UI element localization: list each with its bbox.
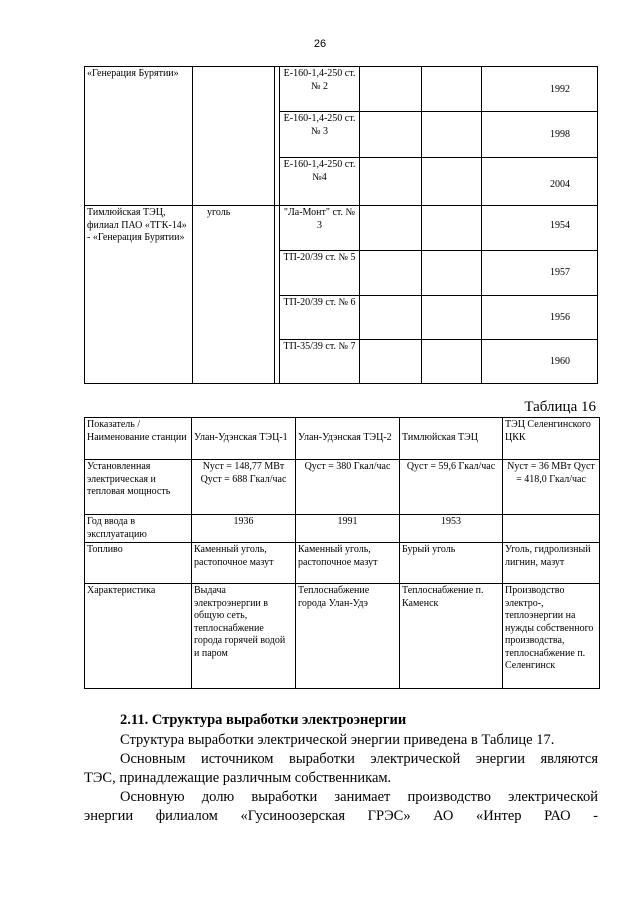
- station-cell: Тимлюйская ТЭЦ, филиал ПАО «ТГК-14» - «Генерация Бурятии»: [85, 206, 193, 384]
- empty-cell: [422, 67, 482, 112]
- page-number: 26: [313, 38, 327, 50]
- table-row: [85, 515, 600, 543]
- value-cell: 1953: [400, 515, 503, 543]
- unit-cell: ТП-35/39 ст. № 7: [280, 340, 360, 384]
- value-cell: Производство электро-, теплоэнергии на нужды собственного производства, теплоснабжение п. Селенгинск: [503, 584, 600, 689]
- header-cell: ТЭЦ Селенгинского ЦКК: [503, 418, 600, 460]
- empty-cell: [422, 112, 482, 158]
- unit-cell: Е-160-1,4-250 ст. № 2: [280, 67, 360, 112]
- unit-cell: ТП-20/39 ст. № 6: [280, 296, 360, 340]
- value-cell: [503, 515, 600, 543]
- empty-cell: [360, 296, 422, 340]
- value-cell: Выдача электроэнергии в общую сеть, теплоснабжение города горячей водой и паром: [192, 584, 296, 689]
- header-cell: Показатель / Наименование станции: [85, 418, 192, 460]
- paragraph-line: энергии филиалом «Гусиноозерская ГРЭС» АО «Интер РАО -: [84, 808, 598, 824]
- paragraph-line: ТЭС, принадлежащие различным собственникам.: [84, 770, 392, 786]
- year-cell: 1992: [482, 67, 598, 112]
- year-cell: 2004: [482, 158, 598, 206]
- label-cell: Установленная электрическая и тепловая мощность: [85, 460, 192, 515]
- paragraph-line: Основным источником выработки электрической энергии являются: [120, 751, 598, 767]
- empty-cell: [422, 251, 482, 296]
- value-cell: Qуст = 380 Гкал/час: [296, 460, 400, 515]
- value-cell: Nуст = 148,77 МВт Qуст = 688 Гкал/час: [192, 460, 296, 515]
- unit-cell: "Ла-Монт" ст. № 3: [280, 206, 360, 251]
- empty-cell: [422, 340, 482, 384]
- year-cell: 1957: [482, 251, 598, 296]
- section-heading: 2.11. Структура выработки электроэнергии: [120, 712, 407, 728]
- empty-cell: [360, 251, 422, 296]
- header-cell: Улан-Удэнская ТЭЦ-2: [296, 418, 400, 460]
- empty-cell: [360, 206, 422, 251]
- value-cell: Уголь, гидролизный лигнин, мазут: [503, 543, 600, 584]
- table-row: [85, 67, 598, 112]
- year-cell: 1998: [482, 112, 598, 158]
- empty-cell: [422, 206, 482, 251]
- header-cell: Улан-Удэнская ТЭЦ-1: [192, 418, 296, 460]
- value-cell: Каменный уголь, растопочное мазут: [296, 543, 400, 584]
- value-cell: Теплоснабжение п. Каменск: [400, 584, 503, 689]
- value-cell: Nуст = 36 МВт Qуст = 418,0 Гкал/час: [503, 460, 600, 515]
- empty-cell: [360, 158, 422, 206]
- station-cell: «Генерация Бурятии»: [85, 67, 193, 206]
- empty-cell: [360, 112, 422, 158]
- empty-cell: [422, 296, 482, 340]
- table-caption: Таблица 16: [524, 399, 596, 415]
- fuel-cell: уголь: [193, 206, 275, 384]
- value-cell: Теплоснабжение города Улан-Удэ: [296, 584, 400, 689]
- table-row: [85, 543, 600, 584]
- value-cell: 1991: [296, 515, 400, 543]
- unit-cell: ТП-20/39 ст. № 5: [280, 251, 360, 296]
- empty-cell: [360, 340, 422, 384]
- year-cell: 1956: [482, 296, 598, 340]
- label-cell: Год ввода в эксплуатацию: [85, 515, 192, 543]
- table-row: [85, 460, 600, 515]
- unit-cell: Е-160-1,4-250 ст. № 3: [280, 112, 360, 158]
- year-cell: 1960: [482, 340, 598, 384]
- boiler-units-table: [84, 66, 598, 384]
- fuel-cell: [193, 67, 275, 206]
- unit-cell: Е-160-1,4-250 ст. №4: [280, 158, 360, 206]
- value-cell: 1936: [192, 515, 296, 543]
- header-cell: Тимлюйская ТЭЦ: [400, 418, 503, 460]
- year-cell: 1954: [482, 206, 598, 251]
- empty-cell: [360, 67, 422, 112]
- paragraph-line: Структура выработки электрической энергии приведена в Таблице 17.: [120, 732, 555, 748]
- paragraph-line: Основную долю выработки занимает производство электрической: [120, 789, 598, 805]
- value-cell: Qуст = 59,6 Гкал/час: [400, 460, 503, 515]
- value-cell: Бурый уголь: [400, 543, 503, 584]
- value-cell: Каменный уголь, растопочное мазут: [192, 543, 296, 584]
- label-cell: Топливо: [85, 543, 192, 584]
- table-row: [85, 584, 600, 689]
- table-header-row: [85, 418, 600, 460]
- stations-table: [84, 417, 600, 689]
- table-row: [85, 206, 598, 251]
- empty-cell: [422, 158, 482, 206]
- label-cell: Характеристика: [85, 584, 192, 689]
